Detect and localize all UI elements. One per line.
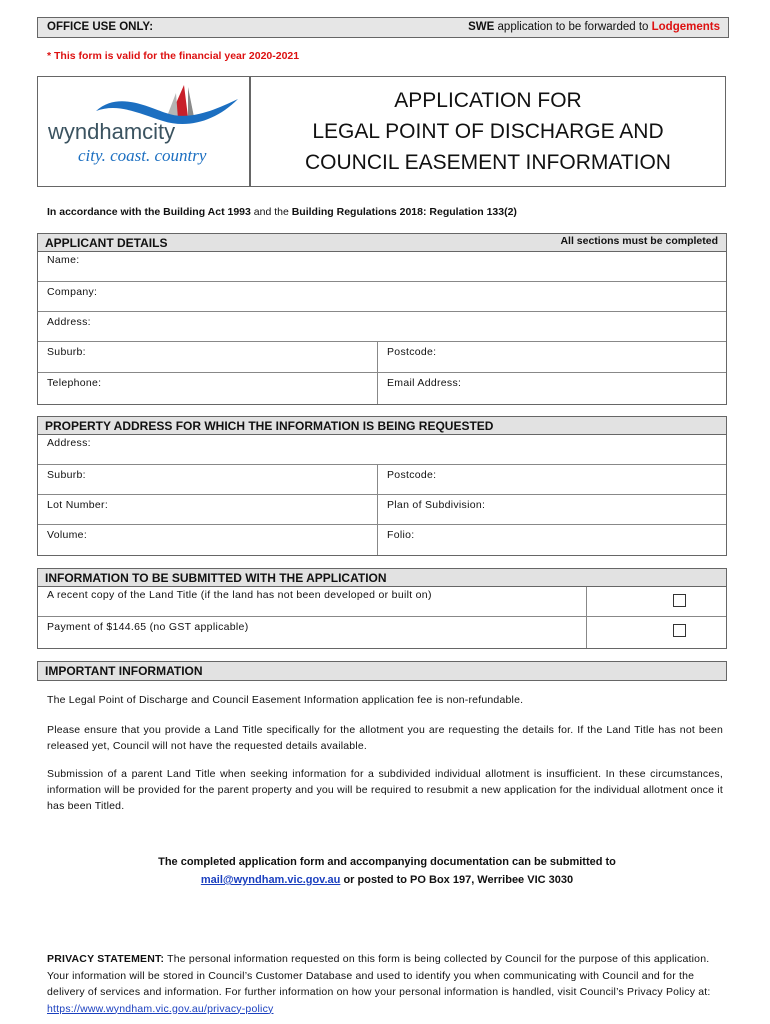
applicant-address-row: [38, 312, 726, 342]
sail-dark: [188, 87, 194, 117]
applicant-company-row: [38, 282, 726, 312]
land-title-label: A recent copy of the Land Title (if the land has not been developed or built on): [47, 589, 432, 601]
title-line-2: LEGAL POINT OF DISCHARGE AND: [312, 120, 664, 143]
land-title-checkbox[interactable]: [673, 594, 686, 607]
privacy-statement: [47, 951, 727, 1017]
important-section: [37, 661, 727, 681]
lodgements-label: Lodgements: [651, 21, 720, 33]
submission-item-payment: [38, 617, 726, 648]
payment-checkbox[interactable]: [673, 624, 686, 637]
applicant-contact-row: [38, 373, 726, 404]
applicant-address-field[interactable]: Address:: [47, 316, 91, 328]
logo-box: [37, 76, 250, 187]
important-heading: IMPORTANT INFORMATION: [38, 662, 726, 680]
property-suburb-field[interactable]: Suburb:: [47, 469, 86, 481]
property-heading: PROPERTY ADDRESS FOR WHICH THE INFORMATION IS BEING REQUESTED: [38, 417, 726, 435]
submission-email-link[interactable]: mail@wyndham.vic.gov.au: [200, 874, 341, 886]
property-address-field[interactable]: Address:: [47, 437, 91, 449]
important-paragraph-3: Submission of a parent Land Title when seeking information for a subdivided individual allotment is insufficient. In these circumstances, information will be provided for the parent property and you will be required to resubmit a new application for the individual allotment once it has been Titled.: [47, 768, 723, 812]
required-note: All sections must be completed: [560, 235, 718, 247]
property-address-section: [37, 416, 727, 556]
applicant-suburb-row: [38, 342, 726, 373]
important-paragraph-1: The Legal Point of Discharge and Council Easement Information application fee is non-refundable.: [47, 694, 524, 706]
applicant-name-row: [38, 252, 726, 282]
wyndham-city-logo: [38, 77, 249, 186]
submission-postal: or posted to PO Box 197, Werribee VIC 3030: [340, 874, 574, 886]
applicant-company-field[interactable]: Company:: [47, 286, 98, 298]
property-lot-row: [38, 495, 726, 525]
property-suburb-row: [38, 465, 726, 495]
office-use-bar: [37, 17, 729, 38]
privacy-text: The personal information requested on this form is being collected by Council for the purpose of this application. Your information will be stored in Council’s Customer Database and used to identify you when communicating with Council and for the delivery of services and information. For further information on how your personal information is handled, visit Council’s Privacy Policy at:: [47, 953, 711, 998]
submission-instructions: [37, 853, 737, 889]
property-folio-field[interactable]: Folio:: [377, 525, 726, 555]
logo-tagline: city. coast. country: [78, 146, 207, 165]
applicant-postcode-field[interactable]: Postcode:: [377, 342, 726, 372]
applicant-details-heading: [38, 234, 726, 252]
title-line-1: APPLICATION FOR: [394, 89, 582, 112]
legislation-mid: and the: [250, 206, 292, 218]
property-volume-field[interactable]: Volume:: [47, 529, 88, 541]
applicant-suburb-field[interactable]: Suburb:: [47, 346, 86, 358]
applicant-name-field[interactable]: Name:: [47, 254, 80, 266]
payment-label: Payment of $144.65 (no GST applicable): [47, 621, 249, 633]
legislation-act: Building Act 1993: [163, 206, 251, 218]
submission-line-2: [37, 871, 737, 889]
office-forward-note: [418, 18, 728, 37]
important-paragraph-2: Please ensure that you provide a Land Title specifically for the allotment you are requesting the details for. If the Land Title has not been released yet, Council will not have the requested details available.: [47, 724, 723, 752]
legislation-regs: Building Regulations 2018: Regulation 133(2): [291, 206, 517, 218]
submission-heading: INFORMATION TO BE SUBMITTED WITH THE APPLICATION: [38, 569, 726, 587]
property-plan-field[interactable]: Plan of Subdivision:: [377, 495, 726, 524]
applicant-details-section: [37, 233, 727, 405]
property-address-row: [38, 435, 726, 465]
privacy-policy-link[interactable]: https://www.wyndham.vic.gov.au/privacy-policy: [47, 1002, 274, 1015]
applicant-email-field[interactable]: Email Address:: [377, 373, 726, 404]
office-use-label: OFFICE USE ONLY:: [47, 21, 154, 33]
property-volume-row: [38, 525, 726, 555]
submission-line-1: The completed application form and accompanying documentation can be submitted to: [158, 856, 616, 868]
logo-wordmark: wyndhamcity: [48, 119, 176, 144]
title-line-3: COUNCIL EASEMENT INFORMATION: [305, 151, 671, 174]
applicant-heading-text: APPLICANT DETAILS: [45, 236, 168, 250]
validity-note: * This form is valid for the financial year 2020-2021: [47, 50, 300, 62]
property-postcode-field[interactable]: Postcode:: [377, 465, 726, 494]
form-title-box: [250, 76, 726, 187]
payment-checkbox-cell: [586, 617, 726, 648]
submission-item-land-title: [38, 587, 726, 617]
swe-label: SWE: [468, 21, 495, 33]
property-lot-field[interactable]: Lot Number:: [47, 499, 109, 511]
legislation-note: [47, 206, 517, 218]
submission-section: [37, 568, 727, 649]
land-title-checkbox-cell: [586, 587, 726, 616]
legislation-prefix: In accordance with the: [47, 206, 164, 218]
forward-text: application to be forwarded to: [494, 21, 652, 33]
applicant-telephone-field[interactable]: Telephone:: [47, 377, 102, 389]
privacy-label: PRIVACY STATEMENT:: [47, 953, 165, 965]
